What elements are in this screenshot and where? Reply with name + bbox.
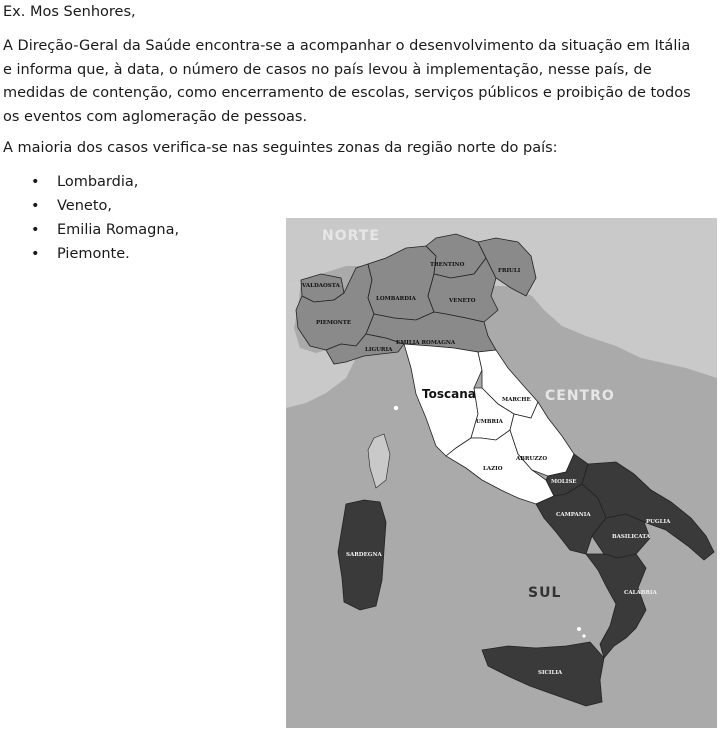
italy-zones-map	[286, 218, 717, 728]
label-umbria: UMBRIA	[476, 419, 503, 425]
label-liguria: LIGURIA	[365, 347, 393, 353]
paragraph-situation: A Direção-Geral da Saúde encontra-se a acompanhar o desenvolvimento da situação em Itália e informa que, à data, o número de casos no país levou à implementação, nesse país, de medidas de contenção, como encerramento de escolas, serviços públicos e proibição de todos os eventos com aglomeração de pessoas.	[3, 38, 691, 125]
island-elba	[394, 406, 398, 410]
zone-label-norte: NORTE	[322, 228, 380, 244]
zones-list	[3, 170, 179, 266]
label-toscana: Toscana	[422, 387, 476, 401]
label-calabria: CALABRIA	[624, 590, 657, 596]
label-puglia: PUGLIA	[646, 519, 671, 525]
bullet-icon: •	[31, 246, 40, 262]
label-abruzzo: ABRUZZO	[516, 456, 548, 462]
italy-map-svg	[286, 218, 717, 728]
label-friuli: FRIULI	[498, 268, 521, 274]
greeting: Ex. Mos Senhores,	[3, 4, 136, 20]
zone-label: Piemonte.	[57, 246, 130, 262]
label-valle-aosta: VALDAOSTA	[302, 283, 340, 289]
label-sardegna: SARDEGNA	[346, 552, 382, 558]
zone-label-centro: CENTRO	[545, 388, 615, 404]
label-marche: MARCHE	[502, 397, 531, 403]
label-basilicata: BASILICATA	[612, 534, 651, 540]
bullet-icon: •	[31, 198, 40, 214]
zone-label-sul: SUL	[528, 585, 562, 601]
list-item	[3, 242, 179, 266]
island-small	[577, 627, 581, 631]
list-item	[3, 170, 179, 194]
list-item	[3, 194, 179, 218]
paragraph-zones-intro: A maioria dos casos verifica-se nas seguintes zonas da região norte do país:	[3, 140, 558, 156]
zone-label: Veneto,	[57, 198, 112, 214]
zone-label: Emilia Romagna,	[57, 222, 180, 238]
zone-label: Lombardia,	[57, 174, 139, 190]
label-molise: MOLISE	[551, 479, 577, 485]
label-piemonte: PIEMONTE	[316, 320, 352, 326]
label-emilia: EMILIA ROMAGNA	[396, 340, 456, 346]
island-small	[582, 634, 585, 637]
list-item	[3, 218, 179, 242]
bullet-icon: •	[31, 174, 40, 190]
bullet-icon: •	[31, 222, 40, 238]
label-trentino: TRENTINO	[430, 262, 465, 268]
label-lombardia: LOMBARDIA	[376, 296, 416, 302]
label-sicilia: SICILIA	[538, 670, 563, 676]
label-lazio: LAZIO	[483, 466, 503, 472]
label-campania: CAMPANIA	[556, 512, 591, 518]
label-veneto: VENETO	[449, 298, 476, 304]
